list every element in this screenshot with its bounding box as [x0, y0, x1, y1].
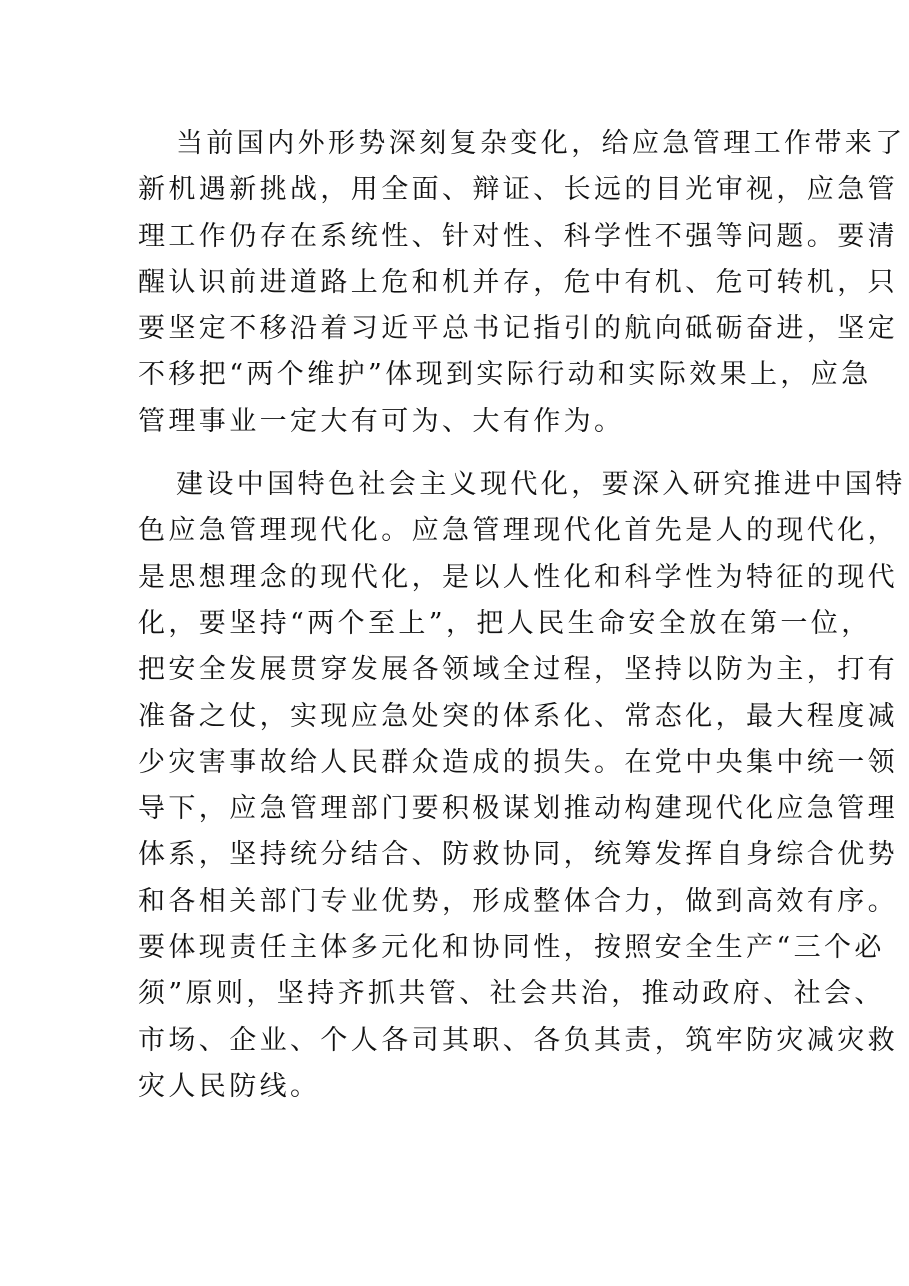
paragraph-2	[138, 462, 906, 1110]
paragraph-line: 准备之仗，实现应急处突的体系化、常态化，最大程度减	[138, 700, 898, 732]
paragraph-line: 色应急管理现代化。应急管理现代化首先是人的现代化，	[138, 515, 898, 547]
paragraph-line: 市场、企业、个人各司其职、各负其责，筑牢防灾减灾救	[138, 1024, 898, 1056]
document-body	[138, 121, 906, 1110]
paragraph-line: 须”原则，坚持齐抓共管、社会共治，推动政府、社会、	[138, 978, 885, 1010]
paragraph-line: 醒认识前进道路上危和机并存，危中有机、危可转机，只	[138, 266, 898, 298]
paragraph-line: 管理事业一定大有可为、大有作为。	[138, 405, 625, 437]
paragraph-line: 把安全发展贯穿发展各领域全过程，坚持以防为主，打有	[138, 654, 898, 686]
paragraph-line: 导下，应急管理部门要积极谋划推动构建现代化应急管理	[138, 793, 898, 825]
paragraph-line: 是思想理念的现代化，是以人性化和科学性为特征的现代	[138, 561, 898, 593]
paragraph-line: 理工作仍存在系统性、针对性、科学性不强等问题。要清	[138, 220, 898, 252]
paragraph-1	[138, 121, 906, 445]
paragraph-line: 建设中国特色社会主义现代化，要深入研究推进中国特	[176, 469, 906, 501]
paragraph-line: 要坚定不移沿着习近平总书记指引的航向砥砺奋进，坚定	[138, 313, 898, 345]
paragraph-line: 灾人民防线。	[138, 1070, 321, 1102]
paragraph-line: 不移把“两个维护”体现到实际行动和实际效果上，应急	[138, 359, 872, 391]
paragraph-line: 当前国内外形势深刻复杂变化，给应急管理工作带来了	[176, 128, 906, 159]
paragraph-line: 化，要坚持“两个至上”，把人民生命安全放在第一位，	[138, 607, 872, 639]
paragraph-line: 要体现责任主体多元化和协同性，按照安全生产“三个必	[138, 932, 885, 964]
paragraph-spacer	[138, 445, 778, 462]
paragraph-line: 新机遇新挑战，用全面、辩证、长远的目光审视，应急管	[138, 174, 898, 206]
paragraph-line: 和各相关部门专业优势，形成整体合力，做到高效有序。	[138, 885, 898, 917]
paragraph-line: 体系，坚持统分结合、防救协同，统筹发挥自身综合优势	[138, 839, 898, 871]
paragraph-line: 少灾害事故给人民群众造成的损失。在党中央集中统一领	[138, 746, 898, 778]
